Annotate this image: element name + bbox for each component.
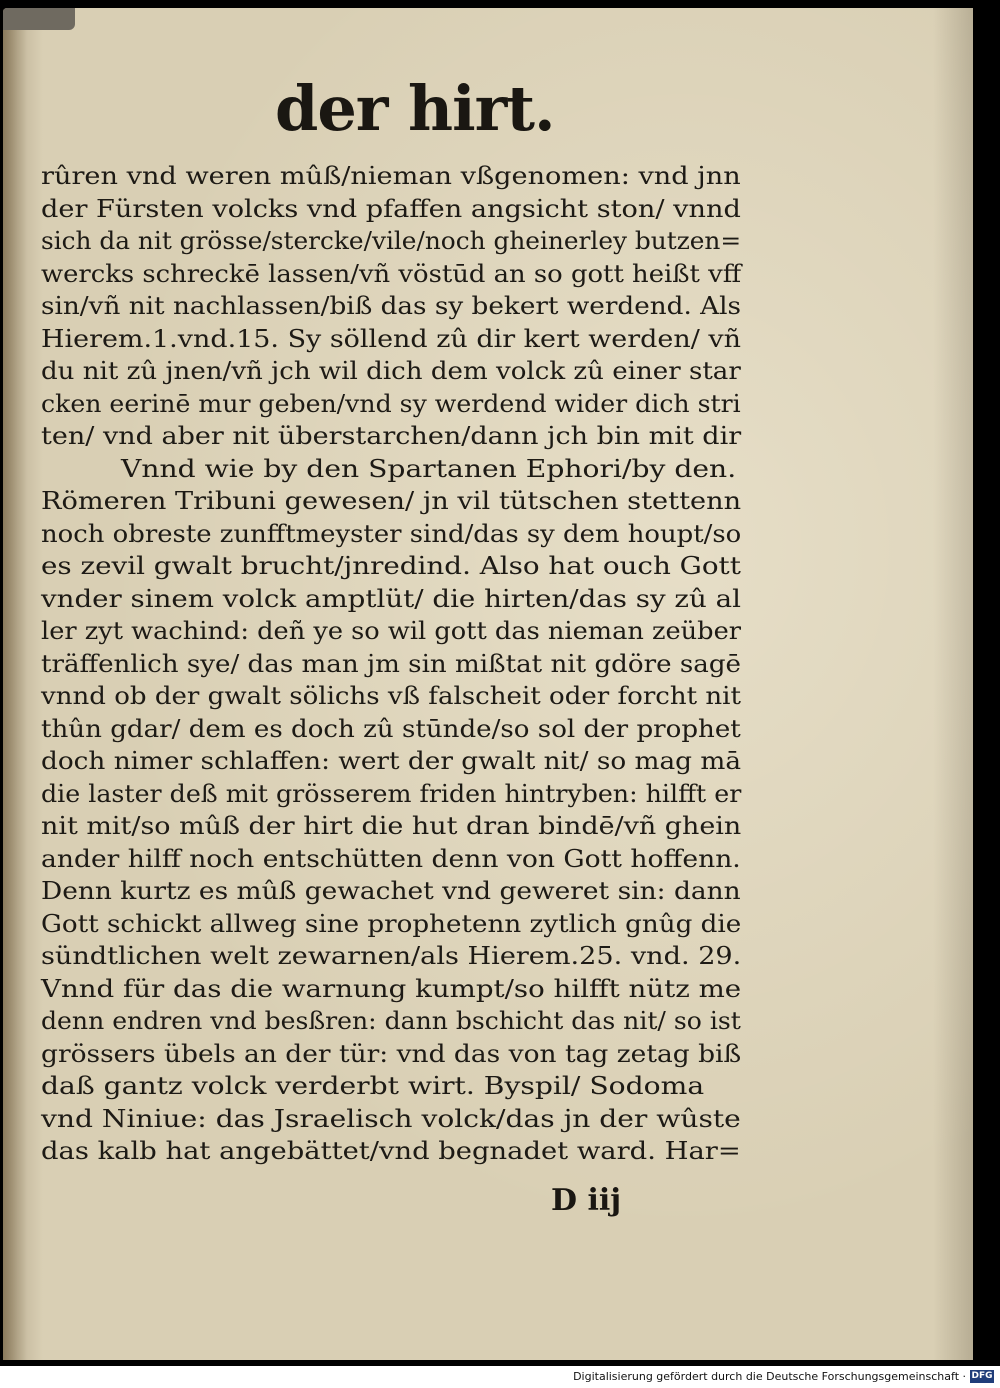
- text-line: sich da nit grösse/stercke/vile/noch gheinerley butzen=: [41, 226, 742, 255]
- corner-tab: [3, 8, 75, 30]
- text-line: ander hilff noch entschütten denn von Gott hoffenn.: [41, 843, 741, 873]
- text-line: die laster deß mit grösserem friden hintryben: hilfft er: [41, 778, 742, 808]
- text-line: sin/vñ nit nachlassen/biß das sy bekert werdend. Als: [41, 291, 742, 320]
- text-line: ten/ vnd aber nit überstarchen/dann jch bin mit dir: [41, 421, 742, 450]
- text-line: Gott schickt allweg sine prophetenn zytlich gnûg die: [41, 908, 742, 938]
- text-line: grössers übels an der tür: vnd das von tag zetag biß: [41, 1038, 742, 1068]
- text-line: wercks schreckē lassen/vñ vöstūd an so gott heißt vff: [41, 258, 742, 288]
- text-line: sündtlichen welt zewarnen/als Hierem.25. vnd. 29.: [41, 941, 742, 970]
- text-line: Hierem.1.vnd.15. Sy söllend zû dir kert werden/ vñ: [41, 323, 741, 353]
- text-line: Römeren Tribuni gewesen/ jn vil tütschen stettenn: [41, 486, 742, 515]
- body-text: [41, 160, 741, 1168]
- text-line: noch obreste zunfftmeyster sind/das sy dem houpt/so: [41, 518, 742, 548]
- signature-mark: D iij: [551, 1183, 622, 1218]
- text-line: das kalb hat angebättet/vnd begnadet ward. Har=: [41, 1136, 741, 1165]
- text-line: vnnd ob der gwalt sölichs vß falscheit oder forcht nit: [41, 681, 741, 710]
- text-line: nit mit/so mûß der hirt die hut dran bindē/vñ ghein: [41, 811, 742, 840]
- text-line: vnder sinem volck amptlüt/ die hirten/das sy zû al: [41, 583, 741, 613]
- running-headline: der hirt.: [275, 72, 555, 145]
- text-line: thûn gdar/ dem es doch zû stūnde/so sol der prophet: [41, 713, 741, 743]
- text-line: vnd Niniue: das Jsraelisch volck/das jn der wûste: [41, 1103, 741, 1133]
- text-line: ler zyt wachind: deñ ye so wil gott das nieman zeüber: [41, 616, 742, 645]
- text-line: cken eerinē mur geben/vnd sy werdend wider dich stri: [41, 388, 741, 418]
- text-line: es zevil gwalt brucht/jnredind. Also hat ouch Gott: [41, 551, 741, 580]
- text-line: der Fürsten volcks vnd pfaffen angsicht ston/ vnnd: [41, 193, 741, 223]
- text-line: du nit zû jnen/vñ jch wil dich dem volck zû einer star: [41, 356, 741, 385]
- text-line: träffenlich sye/ das man jm sin mißtat nit gdöre sagē: [41, 648, 741, 678]
- text-line: denn endren vnd besßren: dann bschicht das nit/ so ist: [41, 1006, 741, 1035]
- book-page: [3, 8, 973, 1360]
- dfg-logo-icon: DFG: [971, 1371, 993, 1381]
- funding-credit: Digitalisierung gefördert durch die Deutsche Forschungsgemeinschaft ·: [573, 1370, 966, 1383]
- footer-bar: [0, 1366, 1000, 1388]
- text-line: Vnnd wie by den Spartanen Ephori/by den.: [121, 453, 737, 483]
- text-line: rûren vnd weren mûß/nieman vßgenomen: vnd jnn: [41, 161, 741, 190]
- page-gutter: [3, 8, 27, 1360]
- text-line: Denn kurtz es mûß gewachet vnd geweret sin: dann: [41, 876, 741, 905]
- text-line: Vnnd für das die warnung kumpt/so hilfft nütz me: [41, 973, 742, 1003]
- text-line: daß gantz volck verderbt wirt. Byspil/ Sodoma: [41, 1071, 705, 1100]
- text-line: doch nimer schlaffen: wert der gwalt nit/ so mag mā: [41, 746, 742, 775]
